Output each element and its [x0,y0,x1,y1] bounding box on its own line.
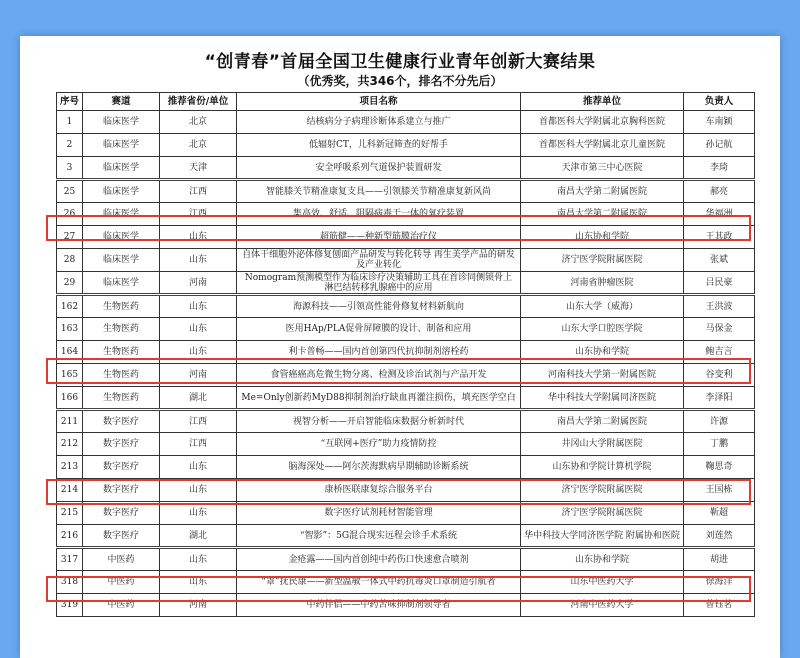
cell-no: 164 [57,341,83,364]
cell-project: 利卡普畅——国内首创第四代抗抑制剂溶栓药 [237,341,521,364]
cell-no: 28 [57,249,83,272]
cell-leader: 王其政 [684,226,755,249]
cell-province: 山东 [160,341,237,364]
cell-leader: 曾钰茗 [684,594,755,617]
cell-track: 数字医疗 [83,502,160,525]
cell-project: “罩”抚民康——新型温敏一体式中药抗毒炎口罩制造引航者 [237,571,521,594]
table-row [57,548,755,571]
cell-province: 湖北 [160,387,237,410]
cell-project: 海源科技——引领高性能骨修复材料新航向 [237,295,521,318]
cell-track: 临床医学 [83,134,160,157]
cell-unit: 济宁医学院附属医院 [521,249,684,272]
cell-leader: 李琦 [684,157,755,180]
table-row [57,364,755,387]
cell-province: 天津 [160,157,237,180]
cell-no: 26 [57,203,83,226]
document-title: “创青春”首届全国卫生健康行业青年创新大赛结果 [204,52,596,72]
cell-track: 临床医学 [83,272,160,295]
cell-province: 北京 [160,134,237,157]
cell-leader: 王洪波 [684,295,755,318]
table-row [57,341,755,364]
table-row [57,410,755,433]
cell-unit: 山东大学口腔医学院 [521,318,684,341]
cell-unit: 河南科技大学第一附属医院 [521,364,684,387]
cell-track: 数字医疗 [83,525,160,548]
cell-no: 215 [57,502,83,525]
cell-province: 山东 [160,479,237,502]
cell-no: 165 [57,364,83,387]
table-row [57,433,755,456]
cell-track: 临床医学 [83,157,160,180]
cell-unit: 天津市第三中心医院 [521,157,684,180]
cell-no: 319 [57,594,83,617]
cell-unit: 华中科技大学附属同济医院 [521,387,684,410]
cell-leader: 鞠思奇 [684,456,755,479]
cell-project: 食管癌癌高危微生物分离、检测及诊治试剂与产品开发 [237,364,521,387]
cell-project: 低辐射CT，儿科新冠筛查的好帮手 [237,134,521,157]
cell-track: 临床医学 [83,180,160,203]
table-row [57,134,755,157]
cell-no: 27 [57,226,83,249]
cell-unit: 华中科技大学同济医学院 附属协和医院 [521,525,684,548]
cell-leader: 许源 [684,410,755,433]
cell-province: 江西 [160,410,237,433]
cell-track: 生物医药 [83,341,160,364]
cell-project: 中药伴侣——中药苦味抑制剂领导者 [237,594,521,617]
cell-no: 318 [57,571,83,594]
cell-project: 视智分析——开启智能临床数据分析新时代 [237,410,521,433]
cell-province: 山东 [160,295,237,318]
cell-province: 河南 [160,594,237,617]
cell-no: 3 [57,157,83,180]
cell-track: 中医药 [83,571,160,594]
cell-leader: 谷变利 [684,364,755,387]
col-header-province: 推荐省份/单位 [160,93,237,111]
cell-track: 数字医疗 [83,433,160,456]
cell-no: 216 [57,525,83,548]
cell-no: 163 [57,318,83,341]
cell-leader: 靳超 [684,502,755,525]
table-row [57,525,755,548]
cell-province: 山东 [160,571,237,594]
cell-province: 山东 [160,318,237,341]
cell-no: 213 [57,456,83,479]
cell-leader: 吕民豪 [684,272,755,295]
cell-project: 康桥医联康复综合服务平台 [237,479,521,502]
cell-province: 江西 [160,433,237,456]
cell-no: 212 [57,433,83,456]
cell-unit: 山东协和学院 [521,548,684,571]
cell-no: 214 [57,479,83,502]
cell-track: 生物医药 [83,387,160,410]
cell-no: 1 [57,111,83,134]
cell-track: 生物医药 [83,295,160,318]
cell-project: 数字医疗试剂耗材智能管理 [237,502,521,525]
cell-province: 山东 [160,502,237,525]
cell-track: 中医药 [83,594,160,617]
cell-unit: 首都医科大学附属北京儿童医院 [521,134,684,157]
cell-track: 数字医疗 [83,456,160,479]
table-row [57,295,755,318]
cell-no: 211 [57,410,83,433]
cell-leader: 华福洲 [684,203,755,226]
cell-province: 北京 [160,111,237,134]
table-row [57,203,755,226]
table-row [57,479,755,502]
cell-unit: 南昌大学第二附属医院 [521,203,684,226]
cell-no: 162 [57,295,83,318]
cell-no: 166 [57,387,83,410]
cell-track: 临床医学 [83,111,160,134]
col-header-no: 序号 [57,93,83,111]
table-row [57,272,755,295]
table-body [57,111,755,617]
cell-project: 集高效、舒适、阻隔病毒于一体的氧疗装置 [237,203,521,226]
cell-unit: 首都医科大学附属北京胸科医院 [521,111,684,134]
cell-project: 智能膝关节精准康复支具——引领膝关节精准康复新风尚 [237,180,521,203]
cell-leader: 孙记航 [684,134,755,157]
cell-no: 25 [57,180,83,203]
col-header-unit: 推荐单位 [521,93,684,111]
cell-leader: 刘莲然 [684,525,755,548]
cell-province: 江西 [160,180,237,203]
table-row [57,502,755,525]
cell-unit: 山东协和学院 [521,226,684,249]
cell-unit: 河南省肿瘤医院 [521,272,684,295]
cell-project: 安全呼吸系列气道保护装置研发 [237,157,521,180]
cell-unit: 南昌大学第二附属医院 [521,410,684,433]
cell-leader: 马保金 [684,318,755,341]
col-header-track: 赛道 [83,93,160,111]
cell-leader: 胡进 [684,548,755,571]
table-row [57,226,755,249]
cell-track: 数字医疗 [83,479,160,502]
results-table [56,92,755,617]
cell-province: 江西 [160,203,237,226]
cell-track: 临床医学 [83,203,160,226]
table-row [57,318,755,341]
cell-track: 生物医药 [83,364,160,387]
cell-track: 数字医疗 [83,410,160,433]
cell-province: 河南 [160,272,237,295]
table-row [57,157,755,180]
table-row [57,249,755,272]
cell-province: 湖北 [160,525,237,548]
cell-leader: 车南颖 [684,111,755,134]
cell-province: 山东 [160,226,237,249]
cell-project: 医用HAp/PLA促骨屏障膜的设计、制备和应用 [237,318,521,341]
cell-unit: 山东大学（威海） [521,295,684,318]
table-row [57,387,755,410]
cell-project: “智影”：5G混合现实远程会诊手术系统 [237,525,521,548]
cell-project: Me=Only创新药MyD88抑制剂治疗缺血再灌注损伤，填充医学空白 [237,387,521,410]
table-row [57,594,755,617]
cell-no: 29 [57,272,83,295]
cell-track: 临床医学 [83,226,160,249]
cell-province: 山东 [160,456,237,479]
table-row [57,111,755,134]
cell-no: 2 [57,134,83,157]
table-row [57,571,755,594]
document-subtitle: （优秀奖，共346个，排名不分先后） [297,74,503,88]
cell-project: 超筋健——种新型筋膜治疗仪 [237,226,521,249]
cell-unit: 南昌大学第二附属医院 [521,180,684,203]
cell-unit: 山东协和学院 [521,341,684,364]
cell-province: 山东 [160,249,237,272]
table-header-row [57,93,755,111]
cell-track: 临床医学 [83,249,160,272]
table-row [57,456,755,479]
table-row [57,180,755,203]
cell-project: 脑海深处——阿尔茨海默病早期辅助诊断系统 [237,456,521,479]
cell-leader: 李泽阳 [684,387,755,410]
cell-leader: 王国栋 [684,479,755,502]
cell-project: “互联网+医疗”助力疫情防控 [237,433,521,456]
cell-project: 自体干细胞外泌体修复刨面产品研发与转化转导 再生美学产品的研发及产业转化 [237,249,521,272]
cell-unit: 山东协和学院计算机学院 [521,456,684,479]
cell-province: 山东 [160,548,237,571]
cell-leader: 郝亮 [684,180,755,203]
cell-unit: 井冈山大学附属医院 [521,433,684,456]
results-document [20,36,780,658]
cell-track: 中医药 [83,548,160,571]
col-header-project: 项目名称 [237,93,521,111]
cell-no: 317 [57,548,83,571]
cell-unit: 河南中医药大学 [521,594,684,617]
cell-province: 河南 [160,364,237,387]
cell-unit: 济宁医学院附属医院 [521,479,684,502]
cell-track: 生物医药 [83,318,160,341]
cell-leader: 鲍吉言 [684,341,755,364]
cell-leader: 徐海洋 [684,571,755,594]
cell-unit: 济宁医学院附属医院 [521,502,684,525]
col-header-leader: 负责人 [684,93,755,111]
cell-project: 结核病分子病理诊断体系建立与推广 [237,111,521,134]
cell-leader: 张斌 [684,249,755,272]
cell-unit: 山东中医药大学 [521,571,684,594]
cell-leader: 丁鹏 [684,433,755,456]
cell-project: 金疮露——国内首创纯中药伤口快速愈合喷剂 [237,548,521,571]
cell-project: Nomogram预测模型作为临床诊疗决策辅助工具在首诊同侧锁骨上 淋巴结转移乳腺癌中的应用 [237,272,521,295]
